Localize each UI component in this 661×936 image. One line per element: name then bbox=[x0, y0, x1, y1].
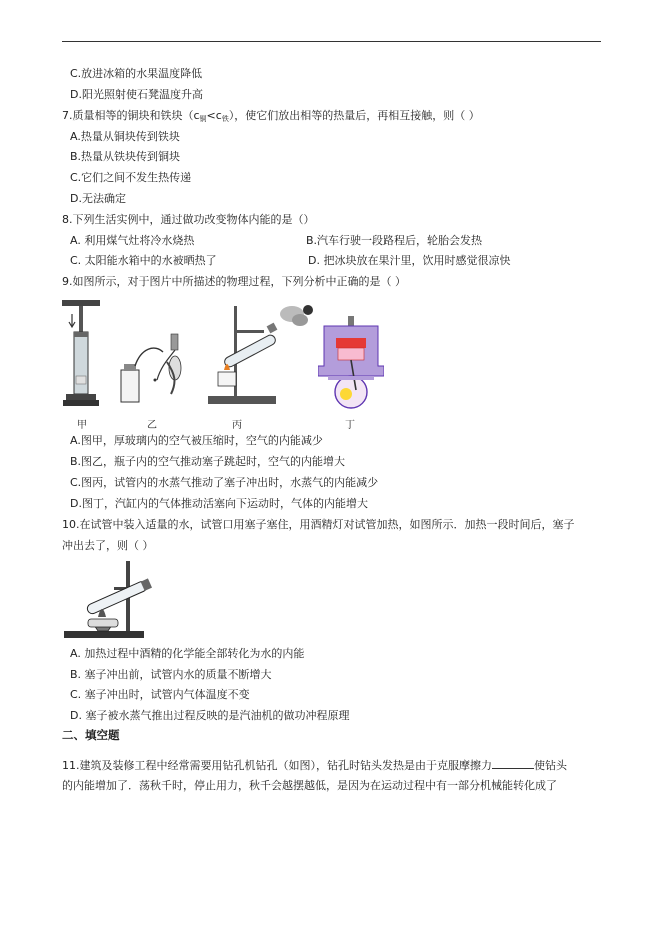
q9-option-d: D.图丁，汽缸内的气体推动活塞向下运动时，气体的内能增大 bbox=[70, 497, 368, 510]
q8-option-c: C. 太阳能水箱中的水被晒热了 bbox=[70, 254, 217, 267]
q9-option-a: A.图甲，厚玻璃内的空气被压缩时，空气的内能减少 bbox=[70, 434, 323, 447]
q10-option-d: D. 塞子被水蒸气推出过程反映的是汽油机的做功冲程原理 bbox=[70, 709, 350, 722]
question-7-text-b: <c bbox=[206, 109, 222, 122]
question-7-text-a: 7.质量相等的铜块和铁块（c bbox=[62, 109, 200, 122]
question-11-text-a: 11.建筑及装修工程中经常需要用钻孔机钻孔（如图），钻孔时钻头发热是由于克服摩擦力 bbox=[62, 759, 492, 772]
question-11-line-1 bbox=[62, 758, 567, 773]
q8-option-b: B.汽车行驶一段路程后，轮胎会发热 bbox=[306, 234, 483, 247]
header-rule bbox=[62, 41, 601, 42]
question-11-text-b: 使钻头 bbox=[534, 759, 567, 772]
q10-option-b: B. 塞子冲出前，试管内水的质量不断增大 bbox=[70, 668, 272, 681]
question-7 bbox=[62, 108, 480, 127]
subscript-copper: 铜 bbox=[199, 115, 207, 123]
figure-q10-heating-tube bbox=[62, 557, 164, 641]
q10-option-a: A. 加热过程中酒精的化学能全部转化为水的内能 bbox=[70, 647, 305, 660]
q7-option-a: A.热量从铜块传到铁块 bbox=[70, 130, 180, 143]
figure-ding-engine bbox=[318, 316, 384, 412]
q10-option-c: C. 塞子冲出时，试管内气体温度不变 bbox=[70, 688, 250, 701]
q9-option-c: C.图丙，试管内的水蒸气推动了塞子冲出时，水蒸气的内能减少 bbox=[70, 476, 379, 489]
question-9: 9.如图所示，对于图片中所描述的物理过程，下列分析中正确的是（ ） bbox=[62, 275, 406, 288]
option-d: D.阳光照射使石凳温度升高 bbox=[70, 88, 203, 101]
q8-option-d: D. 把冰块放在果汁里，饮用时感觉很凉快 bbox=[308, 254, 511, 267]
figure-yi-bottle bbox=[115, 330, 195, 414]
question-8: 8.下列生活实例中，通过做功改变物体内能的是（） bbox=[62, 213, 315, 226]
caption-jia: 甲 bbox=[77, 420, 87, 431]
subscript-iron: 铁 bbox=[221, 115, 229, 123]
figure-jia-pump bbox=[60, 296, 102, 414]
question-10-line-1: 10.在试管中装入适量的水，试管口用塞子塞住，用酒精灯对试管加热，如图所示．加热一段时间后，塞子 bbox=[62, 518, 575, 531]
q7-option-b: B.热量从铁块传到铜块 bbox=[70, 150, 181, 163]
figure-bing-test-tube bbox=[204, 300, 316, 410]
q7-option-c: C.它们之间不发生热传递 bbox=[70, 171, 192, 184]
question-10-line-2: 冲出去了，则（ ） bbox=[62, 539, 154, 552]
caption-ding: 丁 bbox=[345, 420, 355, 431]
caption-yi: 乙 bbox=[147, 420, 157, 431]
q8-option-a: A. 利用煤气灶将冷水烧热 bbox=[70, 234, 195, 247]
option-c: C.放进冰箱的水果温度降低 bbox=[70, 67, 203, 80]
question-11-line-2: 的内能增加了．荡秋千时，停止用力，秋千会越摆越低，是因为在运动过程中有一部分机械能转化成了 bbox=[62, 779, 557, 792]
question-7-text-c: ），使它们放出相等的热量后，再相互接触，则（ ） bbox=[228, 109, 480, 122]
section-heading-fill-blank: 二、填空题 bbox=[62, 728, 120, 742]
answer-blank[interactable] bbox=[492, 759, 534, 769]
q9-option-b: B.图乙，瓶子内的空气推动塞子跳起时，空气的内能增大 bbox=[70, 455, 346, 468]
caption-bing: 丙 bbox=[232, 420, 242, 431]
q7-option-d: D.无法确定 bbox=[70, 192, 126, 205]
